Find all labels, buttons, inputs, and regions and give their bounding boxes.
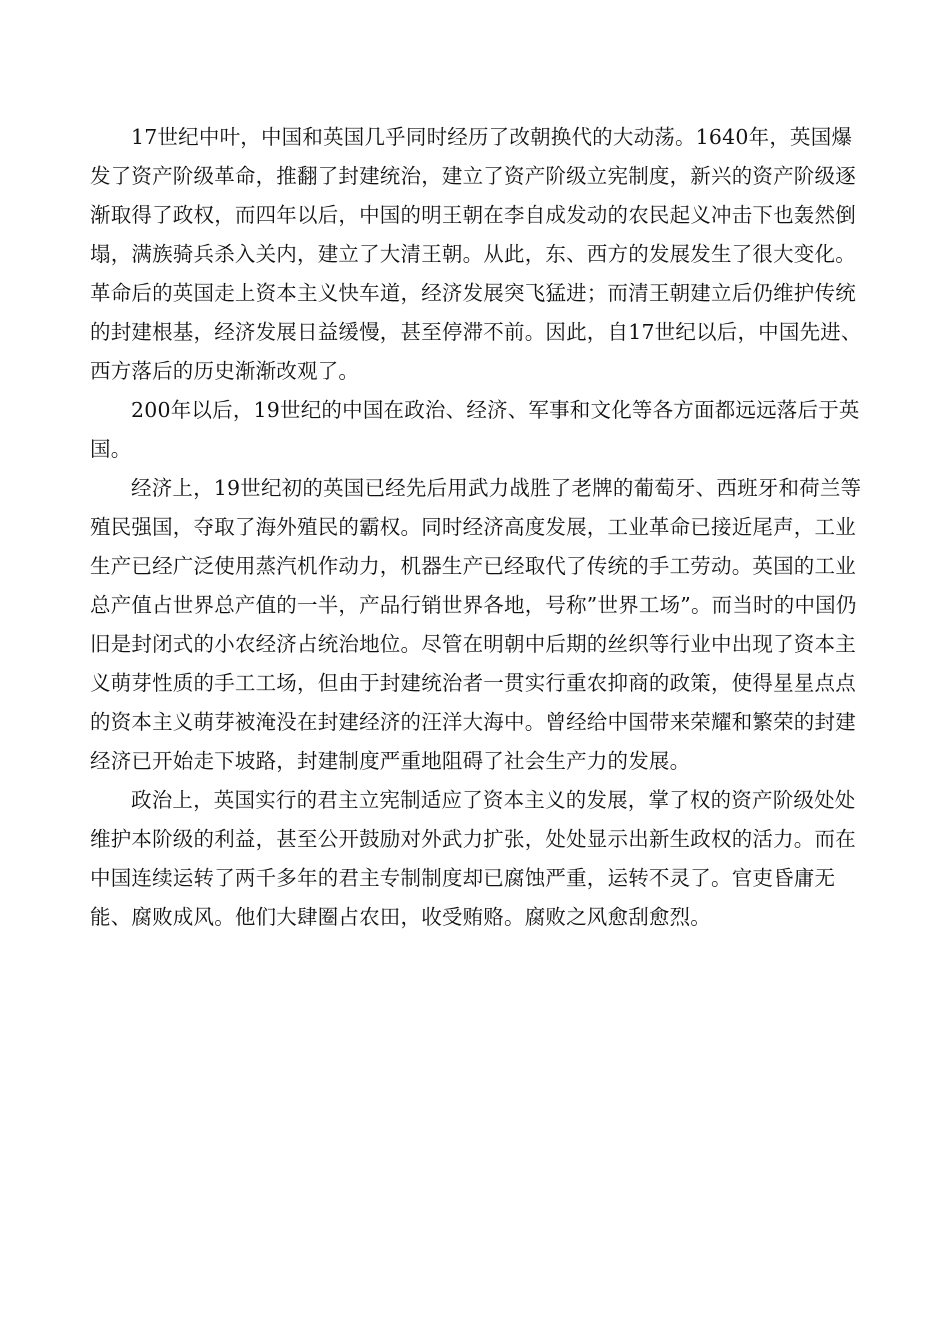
paragraph-3: 经济上，19世纪初的英国已经先后用武力战胜了老牌的葡萄牙、西班牙和荷兰等殖民强国，夺取了海外殖民的霸权。同时经济高度发展，工业革命已接近尾声，工业生产已经广泛使用蒸汽机作动力，机器生产已经取代了传统的手工劳动。英国的工业总产值占世界总产值的一半，产品行销世界各地，号称”世界工场”。而当时的中国仍旧是封闭式的小农经济占统治地位。尽管在明朝中后期的丝织等行业中出现了资本主义萌芽性质的手工工场，但由于封建统治者一贯实行重农抑商的政策，使得星星点点的资本主义萌芽被淹没在封建经济的汪洋大海中。曾经给中国带来荣耀和繁荣的封建经济已开始走下坡路，封建制度严重地阻碍了社会生产力的发展。	[90, 476, 862, 773]
paragraph-4: 政治上，英国实行的君主立宪制适应了资本主义的发展，掌了权的资产阶级处处维护本阶级的利益，甚至公开鼓励对外武力扩张，处处显示出新生政权的活力。而在中国连续运转了两千多年的君主专制制度却已腐蚀严重，运转不灵了。官吏昏庸无能、腐败成风。他们大肆圈占农田，收受贿赂。腐败之风愈刮愈烈。	[90, 788, 856, 929]
document-page	[90, 118, 865, 937]
paragraph-2: 200年以后，19世纪的中国在政治、经济、军事和文化等各方面都远远落后于英国。	[90, 398, 860, 461]
paragraph-1: 17世纪中叶，中国和英国几乎同时经历了改朝换代的大动荡。1640年，英国爆发了资产阶级革命，推翻了封建统治，建立了资产阶级立宪制度，新兴的资产阶级逐渐取得了政权，而四年以后，中国的明王朝在李自成发动的农民起义冲击下也轰然倒塌，满族骑兵杀入关内，建立了大清王朝。从此，东、西方的发展发生了很大变化。革命后的英国走上资本主义快车道，经济发展突飞猛进；而清王朝建立后仍维护传统的封建根基，经济发展日益缓慢，甚至停滞不前。因此，自17世纪以后，中国先进、西方落后的历史渐渐改观了。	[90, 125, 862, 383]
